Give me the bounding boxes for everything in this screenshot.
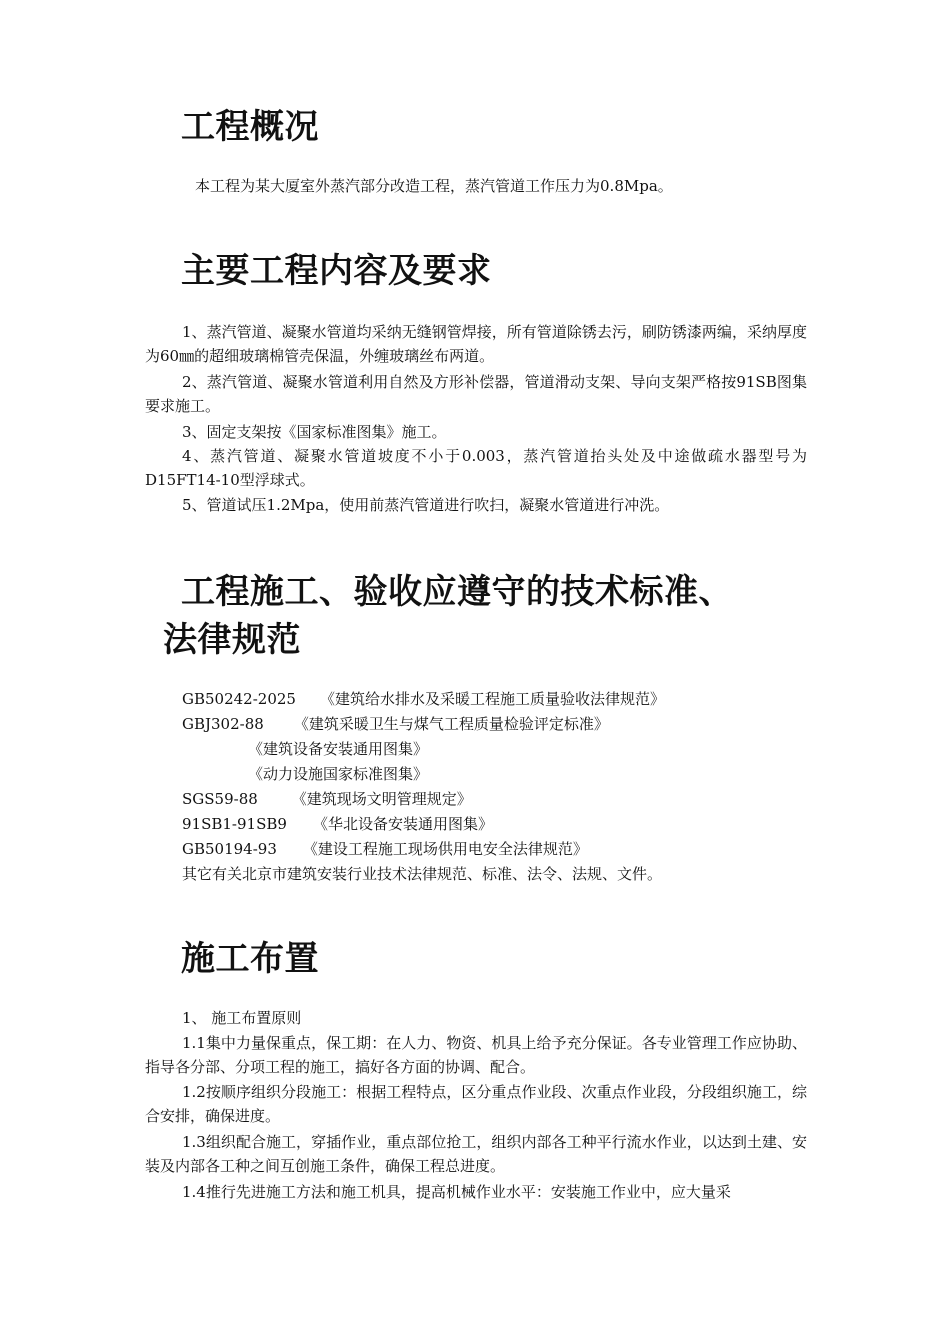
content-item-2: 2、蒸汽管道、凝聚水管道利用自然及方形补偿器，管道滑动支架、导向支架严格按91SB图集要求施工。 (145, 373, 807, 415)
standard-name: 《华北设备安装通用图集》 (312, 815, 493, 833)
standard-item (248, 762, 428, 786)
standard-item (182, 687, 665, 711)
layout-item-4: 1.4推行先进施工方法和施工机具，提高机械作业水平：安装施工作业中，应大量采 (182, 1183, 731, 1201)
standard-name: 《建筑采暖卫生与煤气工程质量检验评定标准》 (293, 715, 609, 733)
layout-item-3: 1.3组织配合施工，穿插作业，重点部位抢工，组织内部各工种平行流水作业，以达到土建、安装及内部各工种之间互创施工条件，确保工程总进度。 (145, 1133, 807, 1175)
standard-code: GB50242-2025 (182, 690, 296, 708)
standard-item (182, 712, 609, 736)
heading-standards-line1: 工程施工、验收应遵守的技术标准、 (181, 572, 733, 612)
standard-name: 《建筑给水排水及采暖工程施工质量验收法律规范》 (319, 690, 665, 708)
heading-construction-layout: 施工布置 (181, 939, 319, 979)
content-item-3: 3、固定支架按《国家标准图集》施工。 (182, 423, 447, 441)
standard-name: 《动力设施国家标准图集》 (248, 765, 429, 783)
standards-other: 其它有关北京市建筑安装行业技术法律规范、标准、法令、法规、文件。 (182, 865, 663, 883)
standard-item (182, 787, 472, 811)
standard-code: GB50194-93 (182, 840, 277, 858)
standard-item (182, 812, 493, 836)
layout-item-1: 1.1集中力量保重点，保工期：在人力、物资、机具上给予充分保证。各专业管理工作应协助、指导各分部、分项工程的施工，搞好各方面的协调、配合。 (145, 1034, 807, 1076)
content-item-5: 5、管道试压1.2Mpa，使用前蒸汽管道进行吹扫，凝聚水管道进行冲洗。 (182, 496, 670, 514)
standard-code: SGS59-88 (182, 790, 258, 808)
standard-name: 《建筑设备安装通用图集》 (248, 740, 429, 758)
standard-item (248, 737, 428, 761)
content-item-1: 1、蒸汽管道、凝聚水管道均采纳无缝钢管焊接，所有管道除锈去污，刷防锈漆两编，采纳厚度为60㎜的超细玻璃棉管壳保温，外缠玻璃丝布两道。 (145, 323, 807, 365)
standard-code: GBJ302-88 (182, 715, 264, 733)
heading-standards-line2: 法律规范 (163, 620, 301, 660)
standard-code: 91SB1-91SB9 (182, 815, 287, 833)
heading-project-overview: 工程概况 (181, 107, 319, 147)
standard-item (182, 837, 588, 861)
heading-main-content: 主要工程内容及要求 (181, 251, 492, 291)
layout-item-2: 1.2按顺序组织分段施工：根据工程特点，区分重点作业段、次重点作业段，分段组织施工，综合安排，确保进度。 (145, 1083, 807, 1125)
standard-name: 《建设工程施工现场供用电安全法律规范》 (302, 840, 588, 858)
overview-paragraph: 本工程为某大厦室外蒸汽部分改造工程，蒸汽管道工作压力为0.8Mpa。 (195, 177, 673, 195)
layout-subheading: 1、 施工布置原则 (182, 1009, 302, 1027)
standard-name: 《建筑现场文明管理规定》 (291, 790, 472, 808)
content-item-4: 4、蒸汽管道、凝聚水管道坡度不小于0.003，蒸汽管道抬头处及中途做疏水器型号为D15FT14-10型浮球式。 (145, 447, 807, 489)
